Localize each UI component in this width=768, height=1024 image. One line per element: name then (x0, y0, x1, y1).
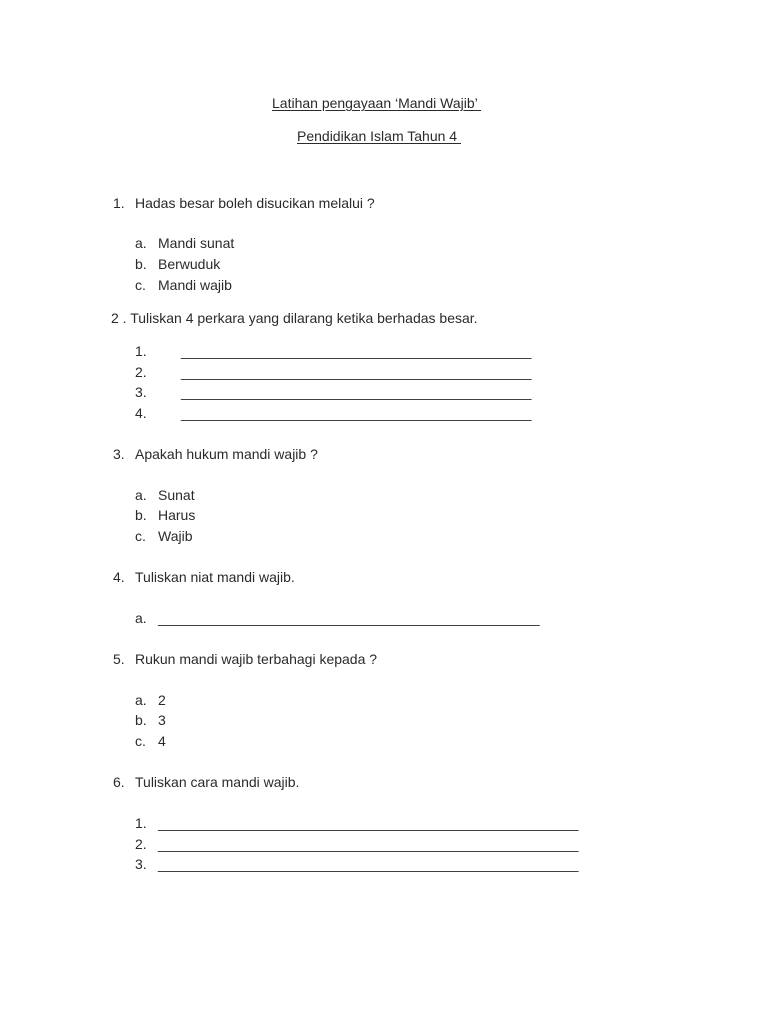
question-3-option-b: Harus (158, 507, 196, 523)
question-2-line-marker: 2. (135, 364, 147, 380)
question-1-option-marker: c. (135, 277, 146, 293)
question-5-number: 5. (113, 651, 125, 667)
question-2-line-marker: 4. (135, 405, 147, 421)
question-3-option-c: Wajib (158, 528, 193, 544)
question-6-line-marker: 1. (135, 815, 147, 831)
question-3-option-marker: c. (135, 528, 146, 544)
answer-blank: ______________________________________________________ (158, 815, 579, 831)
question-5-text: Rukun mandi wajib terbahagi kepada ? (135, 651, 378, 667)
question-1-number: 1. (113, 195, 125, 211)
answer-blank: _____________________________________________ (181, 384, 532, 400)
question-5-option-marker: c. (135, 733, 146, 749)
question-4-number: 4. (113, 569, 125, 585)
question-3-option-marker: a. (135, 487, 147, 503)
answer-blank: _________________________________________________ (158, 610, 540, 626)
question-3-number: 3. (113, 446, 125, 462)
answer-blank: ______________________________________________________ (158, 836, 579, 852)
question-2-text: 2 . Tuliskan 4 perkara yang dilarang ketika berhadas besar. (111, 310, 478, 326)
question-1-option-c: Mandi wajib (158, 277, 232, 293)
answer-blank: ______________________________________________________ (158, 856, 579, 872)
question-1-option-b: Berwuduk (158, 256, 221, 272)
question-5-option-b: 3 (158, 712, 166, 728)
question-1-text: Hadas besar boleh disucikan melalui ? (135, 195, 375, 211)
worksheet-subtitle: Pendidikan Islam Tahun 4 (297, 128, 461, 144)
question-4-text: Tuliskan niat mandi wajib. (135, 569, 295, 585)
question-6-line-marker: 2. (135, 836, 147, 852)
question-3-option-a: Sunat (158, 487, 195, 503)
question-6-number: 6. (113, 774, 125, 790)
question-1-option-marker: a. (135, 235, 147, 251)
answer-blank: _____________________________________________ (181, 405, 532, 421)
question-2-line-marker: 3. (135, 384, 147, 400)
question-1-option-a: Mandi sunat (158, 235, 235, 251)
question-2-line-marker: 1. (135, 343, 147, 359)
answer-blank: _____________________________________________ (181, 364, 532, 380)
worksheet-title: Latihan pengayaan ‘Mandi Wajib’ (272, 95, 482, 111)
question-5-option-marker: a. (135, 692, 147, 708)
question-5-option-a: 2 (158, 692, 166, 708)
question-4-line-marker: a. (135, 610, 147, 626)
question-6-line-marker: 3. (135, 856, 147, 872)
question-3-text: Apakah hukum mandi wajib ? (135, 446, 318, 462)
question-6-text: Tuliskan cara mandi wajib. (135, 774, 300, 790)
question-5-option-marker: b. (135, 712, 147, 728)
question-5-option-c: 4 (158, 733, 166, 749)
question-3-option-marker: b. (135, 507, 147, 523)
answer-blank: _____________________________________________ (181, 343, 532, 359)
question-1-option-marker: b. (135, 256, 147, 272)
